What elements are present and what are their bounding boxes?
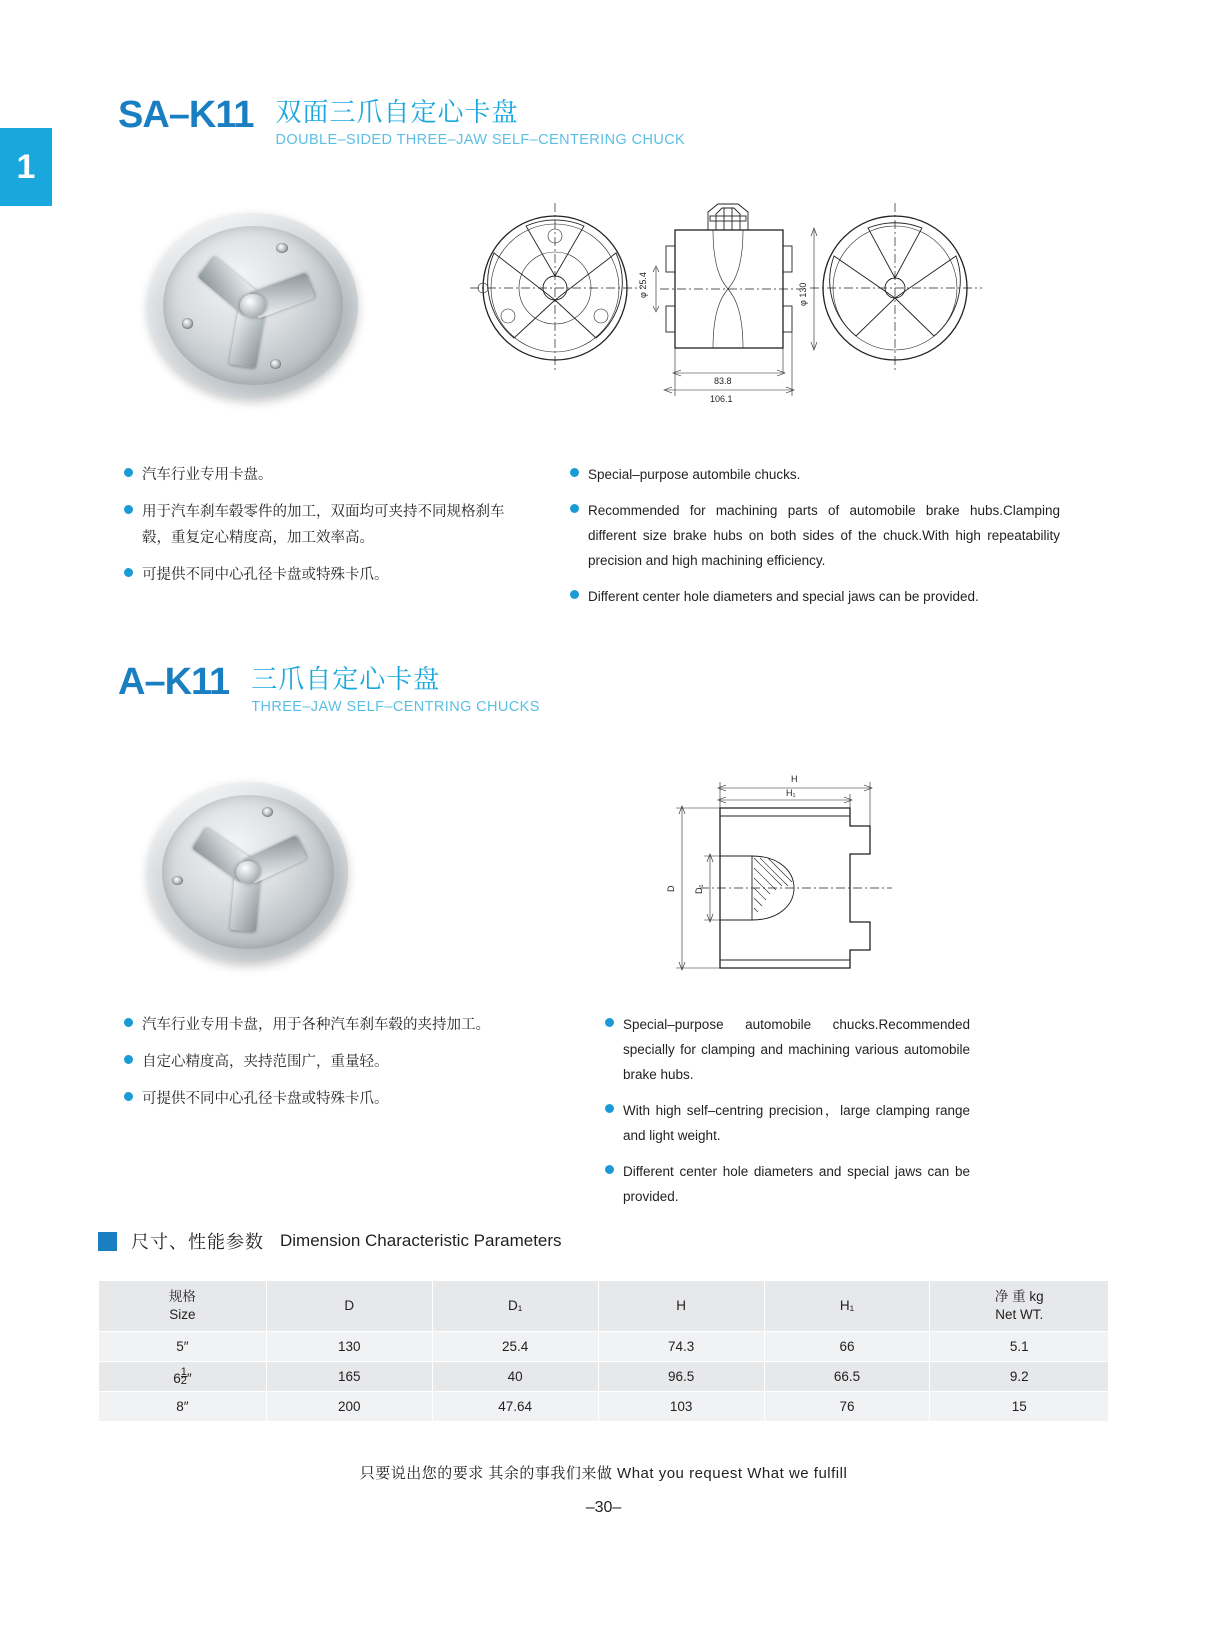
cell-h: 96.5 <box>598 1362 764 1392</box>
section-title-en: DOUBLE–SIDED THREE–JAW SELF–CENTERING CHUCK <box>275 132 686 148</box>
list-item: 可提供不同中心孔径卡盘或特殊卡爪。 <box>124 562 524 588</box>
bullet-dot-icon <box>124 1018 133 1027</box>
list-item: Different center hole diameters and special jaws can be provided. <box>605 1159 970 1209</box>
cell-size: 8″ <box>99 1392 267 1422</box>
cell-size-unit: ″ <box>186 1370 192 1386</box>
th-size-en: Size <box>169 1307 196 1322</box>
features-en-sa-k11 <box>570 462 1060 620</box>
th-net-weight-cn: 净 重 kg <box>994 1289 1044 1304</box>
cell-h: 74.3 <box>598 1332 764 1362</box>
th-net-weight-en: Net WT. <box>995 1307 1044 1322</box>
page-number: –30– <box>585 1499 622 1516</box>
table-row <box>99 1392 1109 1422</box>
list-item: With high self–centring precision，large clamping range and light weight. <box>605 1098 970 1148</box>
th-h: H <box>598 1281 764 1332</box>
cell-d1: 47.64 <box>432 1392 598 1422</box>
square-bullet-icon <box>98 1232 117 1251</box>
svg-text:D: D <box>666 885 676 892</box>
chuck-screw <box>172 876 183 886</box>
page-footer <box>0 1462 1207 1517</box>
chuck-screw <box>276 243 288 253</box>
chuck-screw <box>270 359 282 369</box>
table-row <box>99 1362 1109 1392</box>
drawing-front-view <box>470 203 642 373</box>
list-item: 用于汽车刹车毂零件的加工，双面均可夹持不同规格刹车毂，重复定心精度高，加工效率高。 <box>124 499 524 551</box>
table-header-row <box>99 1281 1109 1332</box>
svg-text:H: H <box>791 774 798 784</box>
list-item: 汽车行业专用卡盘。 <box>124 462 524 488</box>
section-title-en: THREE–JAW SELF–CENTRING CHUCKS <box>251 699 540 715</box>
chuck-illustration <box>148 213 358 398</box>
bullet-dot-icon <box>124 1092 133 1101</box>
svg-text:H₁: H₁ <box>786 788 796 798</box>
section-code: A–K11 <box>118 661 230 703</box>
cell-size: 5″ <box>99 1332 267 1362</box>
list-item: Recommended for machining parts of automobile brake hubs.Clamping different size brake hubs on both sides of the chuck.With high repeatability precision and high machining efficiency. <box>570 498 1060 573</box>
th-size-cn: 规格 <box>168 1289 196 1304</box>
cell-net-weight: 9.2 <box>930 1362 1109 1392</box>
bullet-dot-icon <box>605 1104 614 1113</box>
bullet-dot-icon <box>570 468 579 477</box>
bullet-dot-icon <box>124 1055 133 1064</box>
list-item: Different center hole diameters and special jaws can be provided. <box>570 584 1060 609</box>
list-item: Special–purpose autombile chucks. <box>570 462 1060 487</box>
svg-text:83.8: 83.8 <box>714 376 732 386</box>
chuck-screw <box>182 318 194 328</box>
cell-h: 103 <box>598 1392 764 1422</box>
svg-text:106.1: 106.1 <box>710 394 733 404</box>
th-h1: H₁ <box>764 1281 930 1332</box>
bullet-dot-icon <box>124 468 133 477</box>
section-code: SA–K11 <box>118 94 254 136</box>
svg-text:φ 130: φ 130 <box>798 282 808 306</box>
features-cn-sa-k11 <box>124 462 524 599</box>
cell-size-fraction: $\frac{1}{2}$ <box>180 1365 187 1387</box>
cell-d1: 25.4 <box>432 1332 598 1362</box>
cell-h1: 66.5 <box>764 1362 930 1392</box>
list-item: 自定心精度高，夹持范围广，重量轻。 <box>124 1049 524 1075</box>
th-size <box>99 1281 267 1332</box>
section-title-cn: 双面三爪自定心卡盘 <box>275 97 519 127</box>
chuck-center-hub <box>240 294 265 316</box>
bullet-dot-icon <box>605 1018 614 1027</box>
chuck-center-hub <box>236 861 260 883</box>
bullet-dot-icon <box>124 505 133 514</box>
features-cn-a-k11 <box>124 1012 524 1123</box>
cell-net-weight: 15 <box>930 1392 1109 1422</box>
section-header-sa-k11 <box>118 96 685 150</box>
section-header-a-k11 <box>118 663 540 717</box>
page-tab-number: 1 <box>0 128 52 206</box>
list-item: 汽车行业专用卡盘，用于各种汽车刹车毂的夹持加工。 <box>124 1012 524 1038</box>
drawing-rear-view <box>810 203 982 373</box>
table-row <box>99 1332 1109 1362</box>
chuck-illustration <box>148 782 348 962</box>
technical-drawing-a-k11 <box>660 768 940 1008</box>
th-d1: D₁ <box>432 1281 598 1332</box>
cell-d: 130 <box>266 1332 432 1362</box>
cell-size <box>99 1362 267 1392</box>
cell-net-weight: 5.1 <box>930 1332 1109 1362</box>
svg-text:φ 25.4: φ 25.4 <box>638 272 648 298</box>
bullet-dot-icon <box>570 590 579 599</box>
product-photo-sa-k11 <box>148 213 358 398</box>
list-item: 可提供不同中心孔径卡盘或特殊卡爪。 <box>124 1086 524 1112</box>
cell-d: 165 <box>266 1362 432 1392</box>
cell-d1: 40 <box>432 1362 598 1392</box>
chuck-screw <box>262 807 273 817</box>
bullet-dot-icon <box>605 1165 614 1174</box>
parameters-heading-en: Dimension Characteristic Parameters <box>280 1231 562 1250</box>
footer-slogan: 只要说出您的要求 其余的事我们来做 What you request What we fulfill <box>359 1465 848 1482</box>
bullet-dot-icon <box>124 568 133 577</box>
technical-drawing-sa-k11 <box>470 198 970 428</box>
list-item: Special–purpose automobile chucks.Recommended specially for clamping and machining various automobile brake hubs. <box>605 1012 970 1087</box>
th-net-weight <box>930 1281 1109 1332</box>
parameters-table <box>98 1280 1109 1422</box>
cell-d: 200 <box>266 1392 432 1422</box>
parameters-heading-cn: 尺寸、性能参数 <box>131 1232 264 1252</box>
cell-h1: 76 <box>764 1392 930 1422</box>
section-title-cn: 三爪自定心卡盘 <box>251 664 441 694</box>
th-d: D <box>266 1281 432 1332</box>
product-photo-a-k11 <box>148 782 348 962</box>
bullet-dot-icon <box>570 504 579 513</box>
cell-size-int: 6 <box>173 1370 181 1386</box>
cell-h1: 66 <box>764 1332 930 1362</box>
drawing-section-view <box>638 204 817 404</box>
parameters-heading <box>98 1228 562 1254</box>
svg-text:D₁: D₁ <box>694 884 704 894</box>
features-en-a-k11 <box>605 1012 970 1220</box>
